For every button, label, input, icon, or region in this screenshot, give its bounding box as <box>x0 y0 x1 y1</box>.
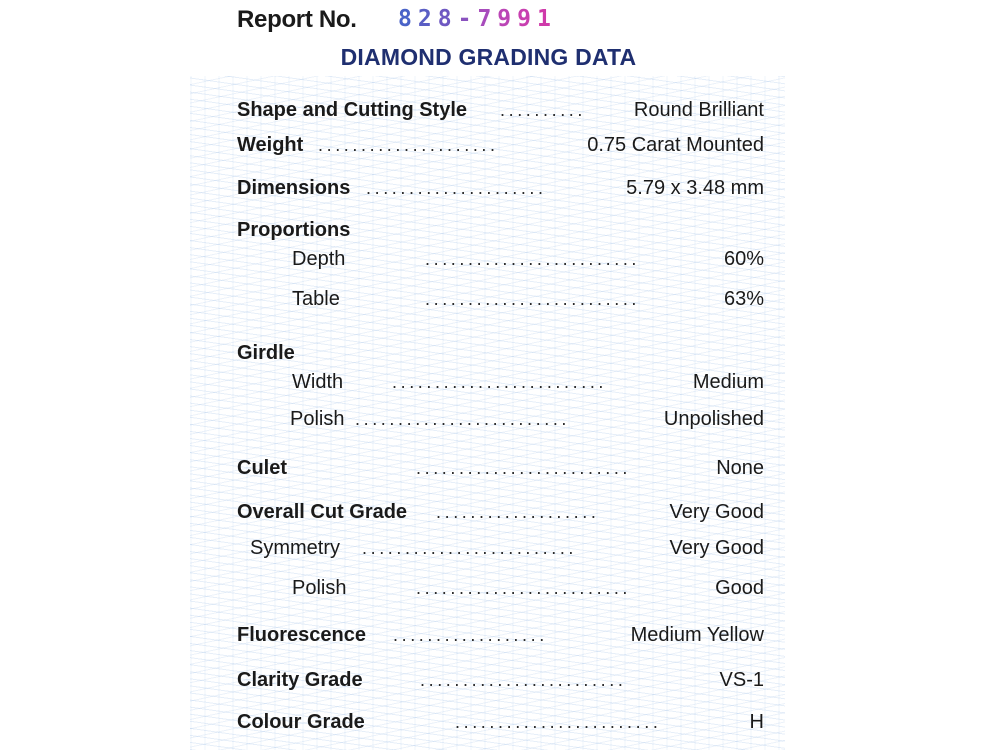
girdle-heading: Girdle <box>237 342 295 364</box>
depth-row <box>0 244 1000 274</box>
report-number-digit: 9 <box>497 6 518 32</box>
table-value: 63% <box>723 288 764 310</box>
leader-dots: ................... <box>436 502 600 522</box>
dimensions-value: 5.79 x 3.48 mm <box>626 177 764 199</box>
proportions-heading: Proportions <box>237 219 351 241</box>
page-title: DIAMOND GRADING DATA <box>340 44 637 70</box>
leader-dots: ......................... <box>392 372 608 392</box>
fluorescence-value: Medium Yellow <box>630 624 764 646</box>
symmetry-value: Very Good <box>669 537 764 559</box>
dimensions-label: Dimensions <box>237 177 351 199</box>
leader-dots: ..................... <box>318 135 499 155</box>
cut-grade-row <box>0 497 1000 527</box>
report-number-digit: - <box>457 6 478 32</box>
clarity-row <box>0 665 1000 695</box>
symmetry-row <box>0 533 1000 563</box>
table-row <box>0 284 1000 314</box>
girdle-width-label: Width <box>292 371 344 393</box>
girdle-polish-label: Polish <box>290 408 345 430</box>
culet-row <box>0 453 1000 483</box>
report-number <box>398 6 557 32</box>
culet-value: None <box>716 457 764 479</box>
girdle-width-value: Medium <box>692 371 764 393</box>
fluorescence-label: Fluorescence <box>237 624 366 646</box>
shape-value: Round Brilliant <box>633 99 764 121</box>
dimensions-row <box>0 173 1000 203</box>
leader-dots: ......................... <box>416 458 632 478</box>
report-number-label: Report No. <box>237 6 357 33</box>
weight-label: Weight <box>237 134 304 156</box>
cut-polish-row <box>0 573 1000 603</box>
leader-dots: ......................... <box>425 249 641 269</box>
report-number-digit: 1 <box>537 6 557 32</box>
clarity-label: Clarity Grade <box>237 669 363 691</box>
clarity-value: VS-1 <box>719 669 764 691</box>
report-number-digit: 8 <box>398 6 418 32</box>
leader-dots: ..................... <box>366 178 547 198</box>
report-number-digit: 7 <box>477 6 498 32</box>
report-number-digit: 9 <box>517 6 538 32</box>
leader-dots: ........................ <box>420 670 627 690</box>
leader-dots: ......................... <box>362 538 578 558</box>
report-number-digit: 8 <box>437 6 458 32</box>
shape-row <box>0 95 1000 125</box>
leader-dots: .......... <box>500 100 587 120</box>
leader-dots: ......................... <box>416 578 632 598</box>
leader-dots: ......................... <box>355 409 571 429</box>
leader-dots: .................. <box>393 625 548 645</box>
cut-polish-label: Polish <box>292 577 347 599</box>
depth-label: Depth <box>292 248 346 270</box>
depth-value: 60% <box>723 248 764 270</box>
shape-label: Shape and Cutting Style <box>237 99 468 121</box>
cut-grade-value: Very Good <box>669 501 764 523</box>
colour-label: Colour Grade <box>237 711 365 733</box>
report-number-digit: 2 <box>417 6 438 32</box>
cut-polish-value: Good <box>715 577 764 599</box>
colour-value: H <box>749 711 764 733</box>
culet-label: Culet <box>237 457 287 479</box>
weight-value: 0.75 Carat Mounted <box>587 134 764 156</box>
leader-dots: ........................ <box>455 712 662 732</box>
table-label: Table <box>292 288 340 310</box>
colour-row <box>0 707 1000 737</box>
cut-grade-label: Overall Cut Grade <box>237 501 408 523</box>
weight-row <box>0 130 1000 160</box>
girdle-polish-value: Unpolished <box>663 408 764 430</box>
fluorescence-row <box>0 620 1000 650</box>
leader-dots: ......................... <box>425 289 641 309</box>
girdle-width-row <box>0 367 1000 397</box>
girdle-polish-row <box>0 404 1000 434</box>
symmetry-label: Symmetry <box>250 537 340 559</box>
